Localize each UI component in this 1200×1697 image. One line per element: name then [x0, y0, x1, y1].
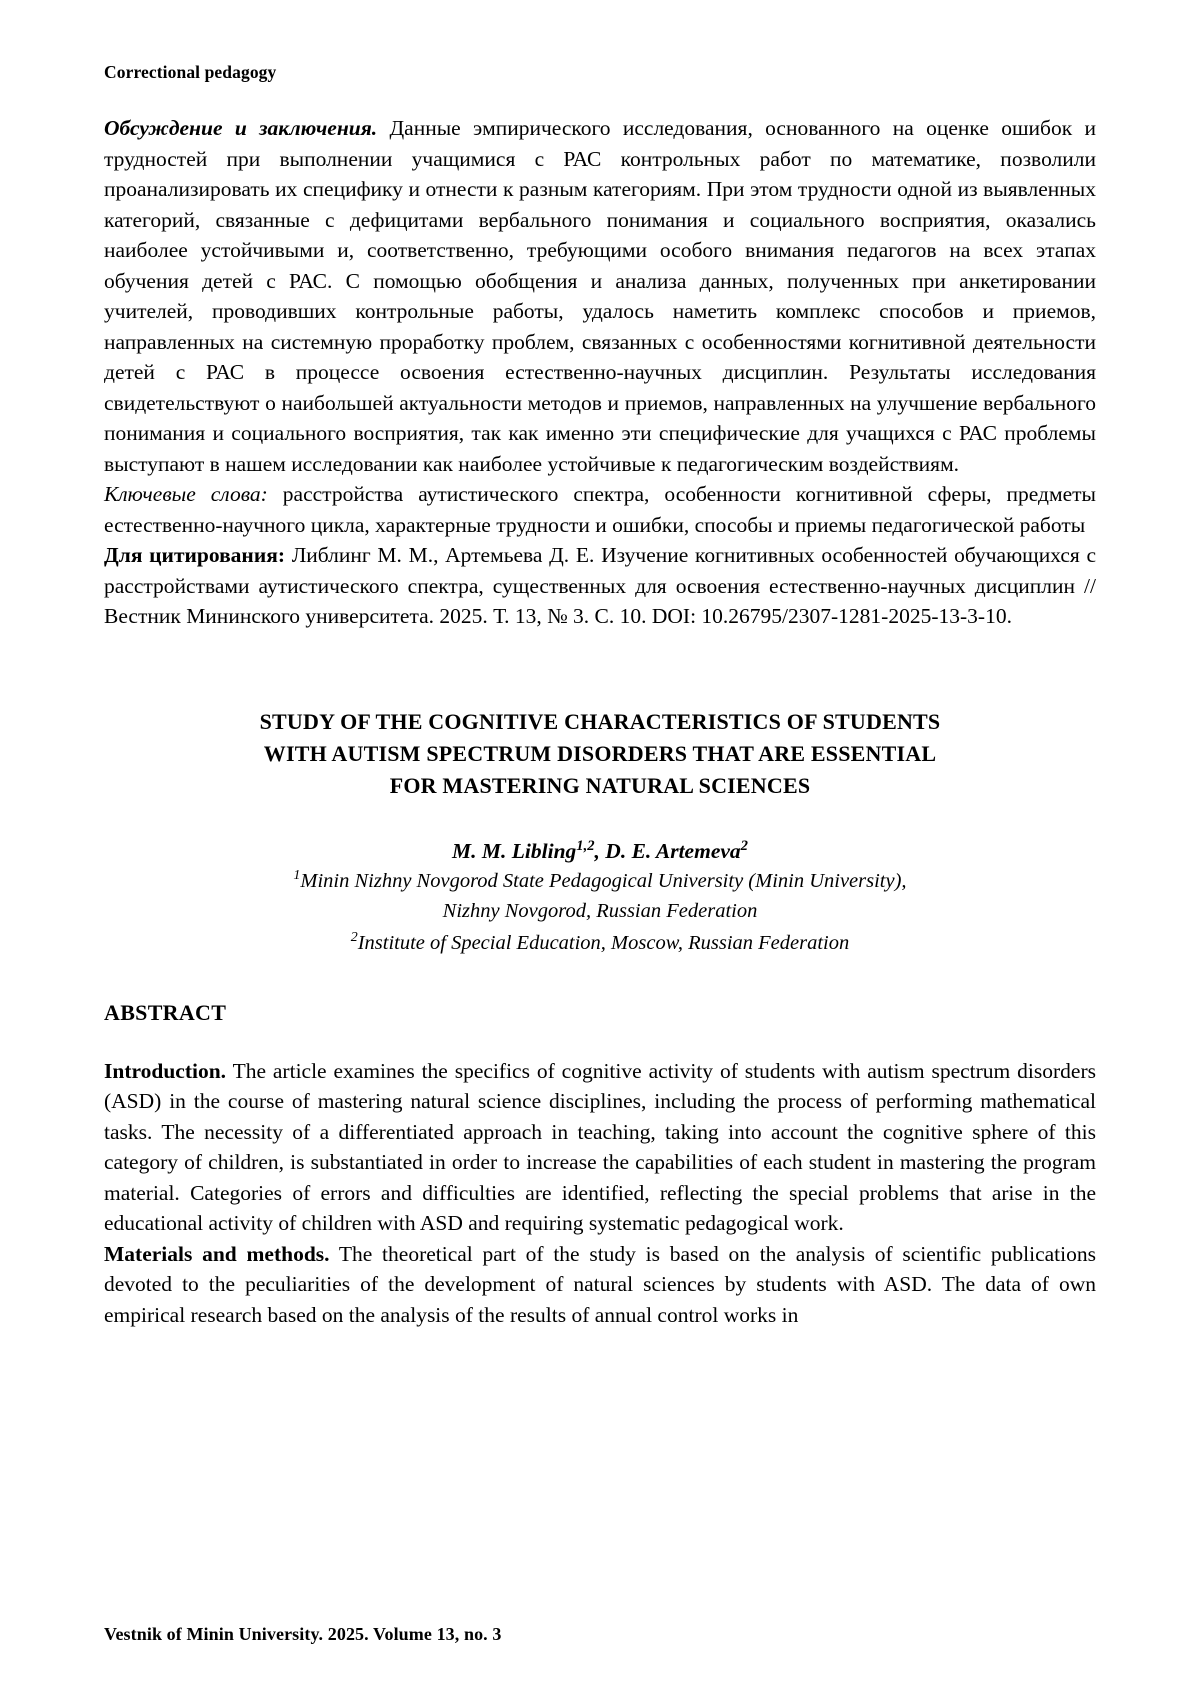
author-2-name: D. E. Artemeva	[605, 839, 741, 864]
affiliation-2-text: Institute of Special Education, Moscow, Russian Federation	[357, 931, 850, 954]
title-line-1: STUDY OF THE COGNITIVE CHARACTERISTICS OF STUDENTS	[259, 708, 941, 734]
citation-label: Для цитирования:	[104, 543, 285, 568]
affiliation-1-line-2: Nizhny Novgorod, Russian Federation	[442, 899, 758, 922]
author-1-affil-marker: 1,2	[576, 838, 595, 855]
keywords-text: расстройства аутистического спектра, особенности когнитивной сферы, предметы естественно-научного цикла, характерные трудности и ошибки, способы и приемы педагогической работы	[104, 482, 1096, 537]
citation-paragraph	[104, 540, 1096, 632]
article-title	[104, 706, 1096, 802]
affiliation-2-marker: 2	[350, 929, 358, 945]
author-2-affil-marker: 2	[740, 838, 748, 855]
page-footer: Vestnik of Minin University. 2025. Volume 13, no. 3	[104, 1624, 502, 1644]
affiliation-2-line-1	[104, 929, 1096, 958]
author-separator: ,	[594, 839, 606, 864]
affiliation-1	[104, 867, 1096, 925]
author-list	[104, 839, 1096, 864]
abstract-materials	[104, 1239, 1096, 1331]
keywords-paragraph	[104, 479, 1096, 540]
affiliation-1-text: Minin Nizhny Novgorod State Pedagogical University (Minin University),	[300, 870, 907, 893]
title-line-2: WITH AUTISM SPECTRUM DISORDERS THAT ARE ESSENTIAL	[263, 740, 937, 766]
keywords-label: Ключевые слова:	[104, 482, 268, 507]
affiliation-1-line-1	[104, 867, 1096, 896]
discussion-text: Данные эмпирического исследования, основанного на оценке ошибок и трудностей при выполнении учащимися с РАС контрольных работ по математике, позволили проанализировать их специфику и отнести к разным категориям. При этом трудности одной из выявленных категорий, связанные с дефицитами вербального понимания и социального восприятия, оказались наиболее устойчивыми и, соответственно, требующими особого внимания педагогов на всех этапах обучения детей с РАС. С помощью обобщения и анализа данных, полученных при анкетировании учителей, проводивших контрольные работы, удалось наметить комплекс способов и приемов, направленных на системную проработку проблем, связанных с особенностями когнитивной деятельности детей с РАС в процессе освоения естественно-научных дисциплин. Результаты исследования свидетельствуют о наибольшей актуальности методов и приемов, направленных на улучшение вербального понимания и социального восприятия, так как именно эти специфические для учащихся с РАС проблемы выступают в нашем исследовании как наиболее устойчивые к педагогическим воздействиям.	[104, 116, 1096, 476]
abstract-materials-lead: Materials and methods.	[104, 1241, 330, 1266]
abstract-heading: ABSTRACT	[104, 999, 227, 1025]
abstract-introduction-lead: Introduction.	[104, 1058, 227, 1083]
discussion-paragraph	[104, 113, 1096, 479]
abstract-introduction	[104, 1056, 1096, 1239]
author-1-name: M. M. Libling	[452, 839, 577, 864]
affiliation-2	[104, 929, 1096, 958]
abstract-materials-text: The theoretical part of the study is based on the analysis of scientific publications devoted to the peculiarities of the development of natural sciences by students with ASD. The data of own empirical research based on the analysis of the results of annual control works in	[104, 1241, 1096, 1327]
abstract-introduction-text: The article examines the specifics of cognitive activity of students with autism spectrum disorders (ASD) in the course of mastering natural science disciplines, including the process of performing mathematical tasks. The necessity of a differentiated approach in teaching, taking into account the cognitive sphere of this category of children, is substantiated in order to increase the capabilities of each student in mastering the program material. Categories of errors and difficulties are identified, reflecting the special problems that arise in the educational activity of children with ASD and requiring systematic pedagogical work.	[104, 1058, 1096, 1236]
abstract-body	[104, 1056, 1096, 1331]
title-line-3: FOR MASTERING NATURAL SCIENCES	[389, 772, 811, 798]
affiliation-1-marker: 1	[293, 868, 301, 884]
discussion-lead: Обсуждение и заключения.	[104, 116, 378, 140]
citation-text: Либлинг М. М., Артемьева Д. Е. Изучение когнитивных особенностей обучающихся с расстройствами аутистического спектра, существенных для освоения естественно-научных дисциплин // Вестник Мининского университета. 2025. Т. 13, № 3. С. 10. DOI: 10.26795/2307-1281-2025-13-3-10.	[104, 543, 1096, 629]
running-head: Correctional pedagogy	[104, 62, 277, 82]
